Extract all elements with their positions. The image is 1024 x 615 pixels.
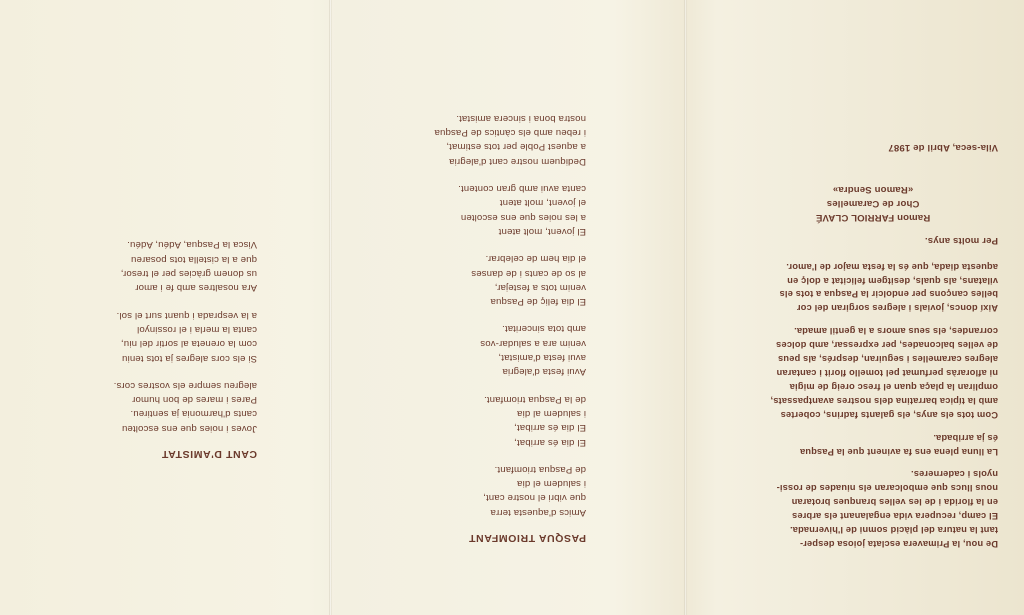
text-line: ni afloraràs perfumat pel tomello florit i cantaran	[776, 368, 998, 379]
text-line: amb la típica barratina dels nostres avantpassats,	[770, 395, 998, 406]
stanza	[402, 462, 586, 519]
lyric-line: com la oreneta al sortir del niu,	[120, 338, 257, 350]
paragraph	[735, 430, 998, 458]
stanza	[60, 307, 257, 364]
text-line: La lluna plena ens fa avinent que la Pasqua	[799, 446, 998, 457]
lyric-line: el dia hem de celebrar.	[485, 253, 586, 265]
text-line: vilatans, als quals, desitgem felicitat a dolç en	[787, 275, 998, 286]
lyric-line: amb tota sinceritat.	[501, 323, 586, 335]
lyrics	[60, 237, 257, 435]
text-line: belles cançons per endolcir la Pasqua a tots els	[779, 289, 998, 300]
paragraph	[735, 323, 998, 420]
lyric-line: venim ara a saludar-vos	[480, 337, 586, 349]
text-line: aquesta diada, que és la festa major de l'amor.	[786, 261, 998, 272]
right-panel	[687, 0, 1024, 615]
text-line: El camp, recupera vida engalanant els arbres	[791, 511, 998, 522]
closing-line: Per molts anys.	[924, 234, 998, 246]
lyric-line: Visca la Pasqua, Adéu, Adéu.	[127, 239, 257, 251]
stanza	[402, 181, 586, 238]
text-line: tant la natura del plàcid somni de l'hivernada.	[789, 525, 998, 536]
lyric-line: alegreu sempre els vostres cors.	[113, 379, 257, 391]
lyric-line: de la Pasqua triomfant.	[483, 393, 586, 405]
text-line: corrandes, els seus amors a la gentil amada.	[794, 326, 998, 337]
lyric-line: el jovent, molt atent	[499, 197, 586, 209]
lyric-line: nostra bona i sincera amistat.	[456, 112, 586, 124]
lyric-line: i rebeu amb els càntics de Pasqua	[434, 127, 586, 139]
song-title: CANT D'AMISTAT	[161, 448, 257, 460]
lyric-line: Ara nosaltres amb fe i amor	[135, 282, 257, 294]
text-line: nous llucs que embolcaran els niuades de rossi-	[776, 483, 998, 494]
lyric-line: Dediquem nostre cant d'alegria	[449, 155, 586, 167]
lyric-line: que vibri el nostre cant,	[483, 492, 586, 504]
lyric-line: El dia és arribat,	[513, 422, 586, 434]
stanza	[402, 321, 586, 378]
lyric-line: Joves i noies que ens escolteu	[121, 422, 257, 434]
lyric-line: a aquest Poble per tots estimat,	[446, 141, 586, 153]
text-line: alegres caramelles i seguiran, després, als peus	[777, 354, 998, 365]
place-date: Vila-seca, Abril de 1987	[888, 141, 998, 153]
lyrics	[402, 111, 586, 519]
song-title: PASQUA TRIOMFANT	[468, 532, 586, 544]
lyric-line: venim tots a festejar,	[494, 281, 586, 293]
lyric-line: Amics d'aquesta terra	[490, 506, 586, 518]
lyric-line: que a la cistella tots posareu	[130, 253, 257, 265]
lyric-line: El dia és arribat,	[513, 436, 586, 448]
lyric-line: de Pasqua triomfant.	[494, 463, 586, 475]
lyric-line: canta la merla i el rossinyol	[136, 323, 257, 335]
signature-block	[808, 182, 938, 225]
middle-panel	[332, 0, 684, 615]
lyric-line: Si els cors alegres ja tots teniu	[121, 352, 257, 364]
lyric-line: i saludem al dia	[516, 407, 586, 419]
lyric-line: El jovent, molt atent	[498, 225, 586, 237]
text-line: ompliran la plaça quan el fresc oreig de migia	[789, 381, 998, 392]
stanza	[402, 251, 586, 308]
text-line: Com tots els anys, els galants fadrins, cobertes	[780, 409, 998, 420]
signature-org: Chor de Caramelles	[826, 198, 920, 210]
text-line: en la florida i de les velles branques brotaran	[791, 497, 998, 508]
lyric-line: i saludem el dia	[516, 478, 586, 490]
text-line: de velles balconades, per expressar, amb dolces	[775, 340, 998, 351]
lyric-line: canta avui amb gran content.	[458, 183, 586, 195]
lyric-line: cants d'harmonia ja sentireu.	[130, 408, 257, 420]
lyric-line: a la vesprada i quant surt el sol.	[116, 309, 257, 321]
lyric-line: El dia feliç de Pasqua	[490, 296, 586, 308]
lyric-line: a les noies que ens escolten	[460, 211, 586, 223]
paragraph	[735, 467, 998, 550]
text-line: De nou, la Primavera esclata joiosa desper-	[799, 539, 998, 549]
text-line: nyols i caderneres.	[910, 469, 998, 480]
paragraph	[735, 259, 998, 315]
stanza	[402, 391, 586, 448]
stanza	[402, 111, 586, 168]
left-panel	[0, 0, 329, 615]
text-line: és ja arribada.	[933, 432, 998, 443]
lyric-line: avui festa d'amistat,	[498, 352, 586, 364]
lyric-line: al so de cants i de danses	[471, 267, 586, 279]
lyric-line: us donem gràcies per el tresor,	[120, 268, 257, 280]
lyric-line: Avui festa d'alegria	[502, 366, 586, 378]
lyric-line: Pares i mares de bon humor	[132, 394, 257, 406]
stanza	[60, 378, 257, 435]
signature-org: «Ramon Sendra»	[832, 183, 914, 195]
text-line: Així doncs, jovials i alegres sorgiran del cor	[796, 303, 998, 314]
signature-name: Ramon FARRIOL CLAVÉ	[815, 212, 931, 224]
stanza	[60, 237, 257, 294]
